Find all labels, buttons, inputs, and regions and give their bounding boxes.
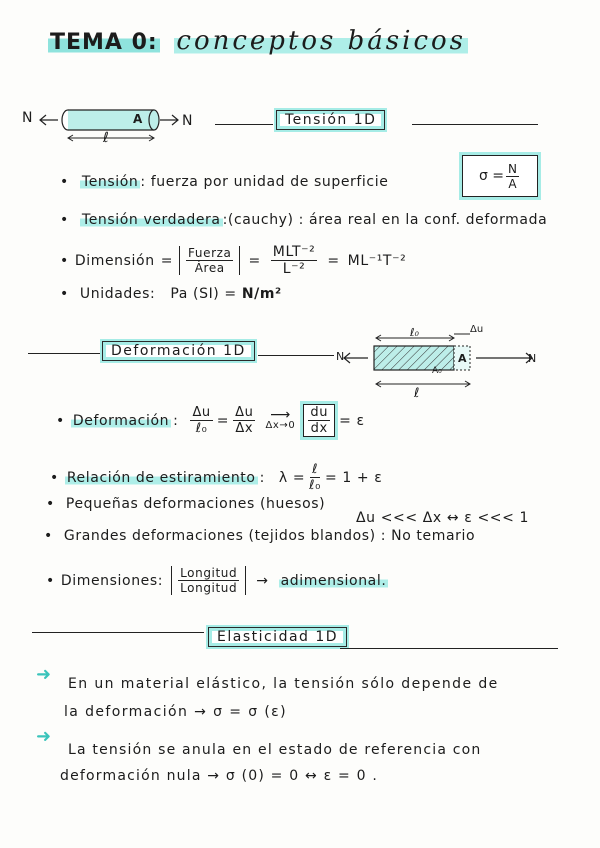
estiramiento-lhs: λ =	[278, 469, 306, 486]
estiramiento-num: ℓ	[312, 462, 319, 477]
estiramiento-rhs: = 1 + ε	[324, 469, 383, 486]
sigma-num: N	[508, 161, 518, 176]
dim-mlt-den: L⁻²	[282, 261, 306, 277]
section2-rule-left	[28, 353, 100, 354]
elasticidad-para2-line2: deformación nula → σ (0) = 0 ↔ ε = 0 .	[60, 768, 378, 784]
estiramiento-den: ℓ₀	[309, 478, 321, 493]
tension-label: Tensión	[81, 174, 139, 190]
section1-rule-left	[215, 124, 273, 125]
dimensiones-result: adimensional.	[280, 572, 387, 589]
tension-verdadera-text: :(cauchy) : área real en la conf. deformada	[222, 212, 548, 228]
item-pequenas	[46, 496, 325, 512]
dim-mlt-num: MLT⁻²	[272, 244, 316, 260]
deformacion-label: • Deformación	[72, 412, 170, 429]
diagram2-left-n: N	[336, 350, 345, 363]
sigma-formula-box	[462, 155, 538, 197]
diagram2-l0: ℓ₀	[410, 326, 419, 339]
dimensiones-arrow: →	[256, 572, 269, 589]
section2-title: Deformación 1D	[102, 341, 255, 361]
section1-title: Tensión 1D	[276, 110, 385, 130]
diagram2-l: ℓ	[414, 386, 420, 401]
grandes-text: Grandes deformaciones (tejidos blandos) : No temario	[63, 528, 476, 544]
dim-num: Fuerza	[188, 246, 232, 260]
elasticidad-para1-line2: la deformación → σ = σ (ε)	[64, 704, 288, 720]
bar-tension-diagram	[18, 98, 208, 146]
section3-rule-left	[32, 632, 204, 633]
def-f1-den: ℓ₀	[195, 421, 208, 436]
item-tension-verdadera	[60, 212, 547, 228]
section1-rule-right	[412, 124, 538, 125]
unidades-text: Pa (SI) =	[170, 286, 237, 302]
tension-text: : fuerza por unidad de superficie	[140, 174, 389, 190]
dim-eq1: =	[248, 252, 261, 269]
unidades-value: N/m²	[241, 286, 282, 302]
item-dimensiones	[46, 566, 388, 595]
item-unidades	[60, 286, 282, 302]
item-estiramiento	[50, 462, 382, 493]
deformacion-colon: :	[173, 412, 179, 429]
diagram1-length: ℓ	[103, 130, 110, 146]
dimensiones-den: Longitud	[180, 581, 238, 595]
diagram2-right-n: N	[528, 352, 537, 365]
sigma-lhs: σ =	[478, 168, 505, 184]
elasticidad-para2-line1: La tensión se anula en el estado de referencia con	[68, 742, 482, 758]
diagram1-left-n: N	[22, 110, 34, 126]
dimensiones-num: Longitud	[180, 566, 238, 580]
def-f1-num: Δu	[192, 405, 211, 420]
diagram2-area: A	[458, 352, 467, 365]
pequenas-text: Pequeñas deformaciones (huesos)	[65, 496, 326, 512]
arrow-icon: ➜	[36, 664, 52, 685]
dim-result: ML⁻¹T⁻²	[347, 252, 407, 269]
item-deformacion: • Deformación : $\frac{\Delta u}{\text{ℓ₀}}$ = $\frac{\Delta u}{\Delta x}$ ⟶ Δx→0 $\frac{du}{dx}$ = ε	[56, 404, 365, 437]
elasticidad-para1-line1: En un material elástico, la tensión sólo depende de	[68, 676, 499, 692]
dimensiones-label: • Dimensiones:	[60, 572, 164, 589]
dimension-label: • Dimensión	[74, 252, 155, 269]
def-f2-num: Δu	[235, 405, 254, 420]
item-tension	[60, 174, 388, 190]
tema-label: TEMA 0:	[50, 30, 158, 55]
diagram2-du: Δu	[470, 324, 484, 335]
diagram1-area: A	[133, 112, 143, 126]
def-f3-den: dx	[310, 421, 328, 436]
tension-verdadera-label: Tensión verdadera	[81, 212, 221, 228]
estiramiento-label: • Relación de estiramiento	[66, 469, 256, 486]
diagram2-a0: A₀	[432, 366, 442, 376]
section3-title: Elasticidad 1D	[208, 627, 347, 647]
def-f2-den: Δx	[235, 421, 254, 436]
def-limit: Δx→0	[265, 420, 296, 431]
section3-rule-right	[340, 648, 558, 649]
dimension-eq: =	[160, 252, 174, 269]
item-dimension	[60, 244, 406, 277]
item-grandes	[44, 528, 475, 544]
bar-deformation-diagram	[336, 322, 546, 402]
pequenas-condition: Δu <<< Δx ↔ ε <<< 1	[356, 510, 530, 526]
estiramiento-colon: :	[259, 469, 265, 486]
tema-heading	[48, 26, 468, 56]
dim-eq2: =	[327, 252, 340, 269]
def-eq: =	[216, 412, 230, 429]
def-f3-num: du	[310, 405, 329, 420]
dim-den: Área	[194, 261, 225, 275]
diagram1-right-n: N	[182, 113, 194, 129]
arrow-icon: ➜	[36, 726, 52, 747]
unidades-label: Unidades:	[79, 286, 156, 302]
section2-rule-right	[258, 355, 334, 356]
sigma-den: A	[508, 176, 517, 191]
page-title: conceptos básicos	[176, 26, 467, 56]
def-result: = ε	[339, 412, 365, 429]
